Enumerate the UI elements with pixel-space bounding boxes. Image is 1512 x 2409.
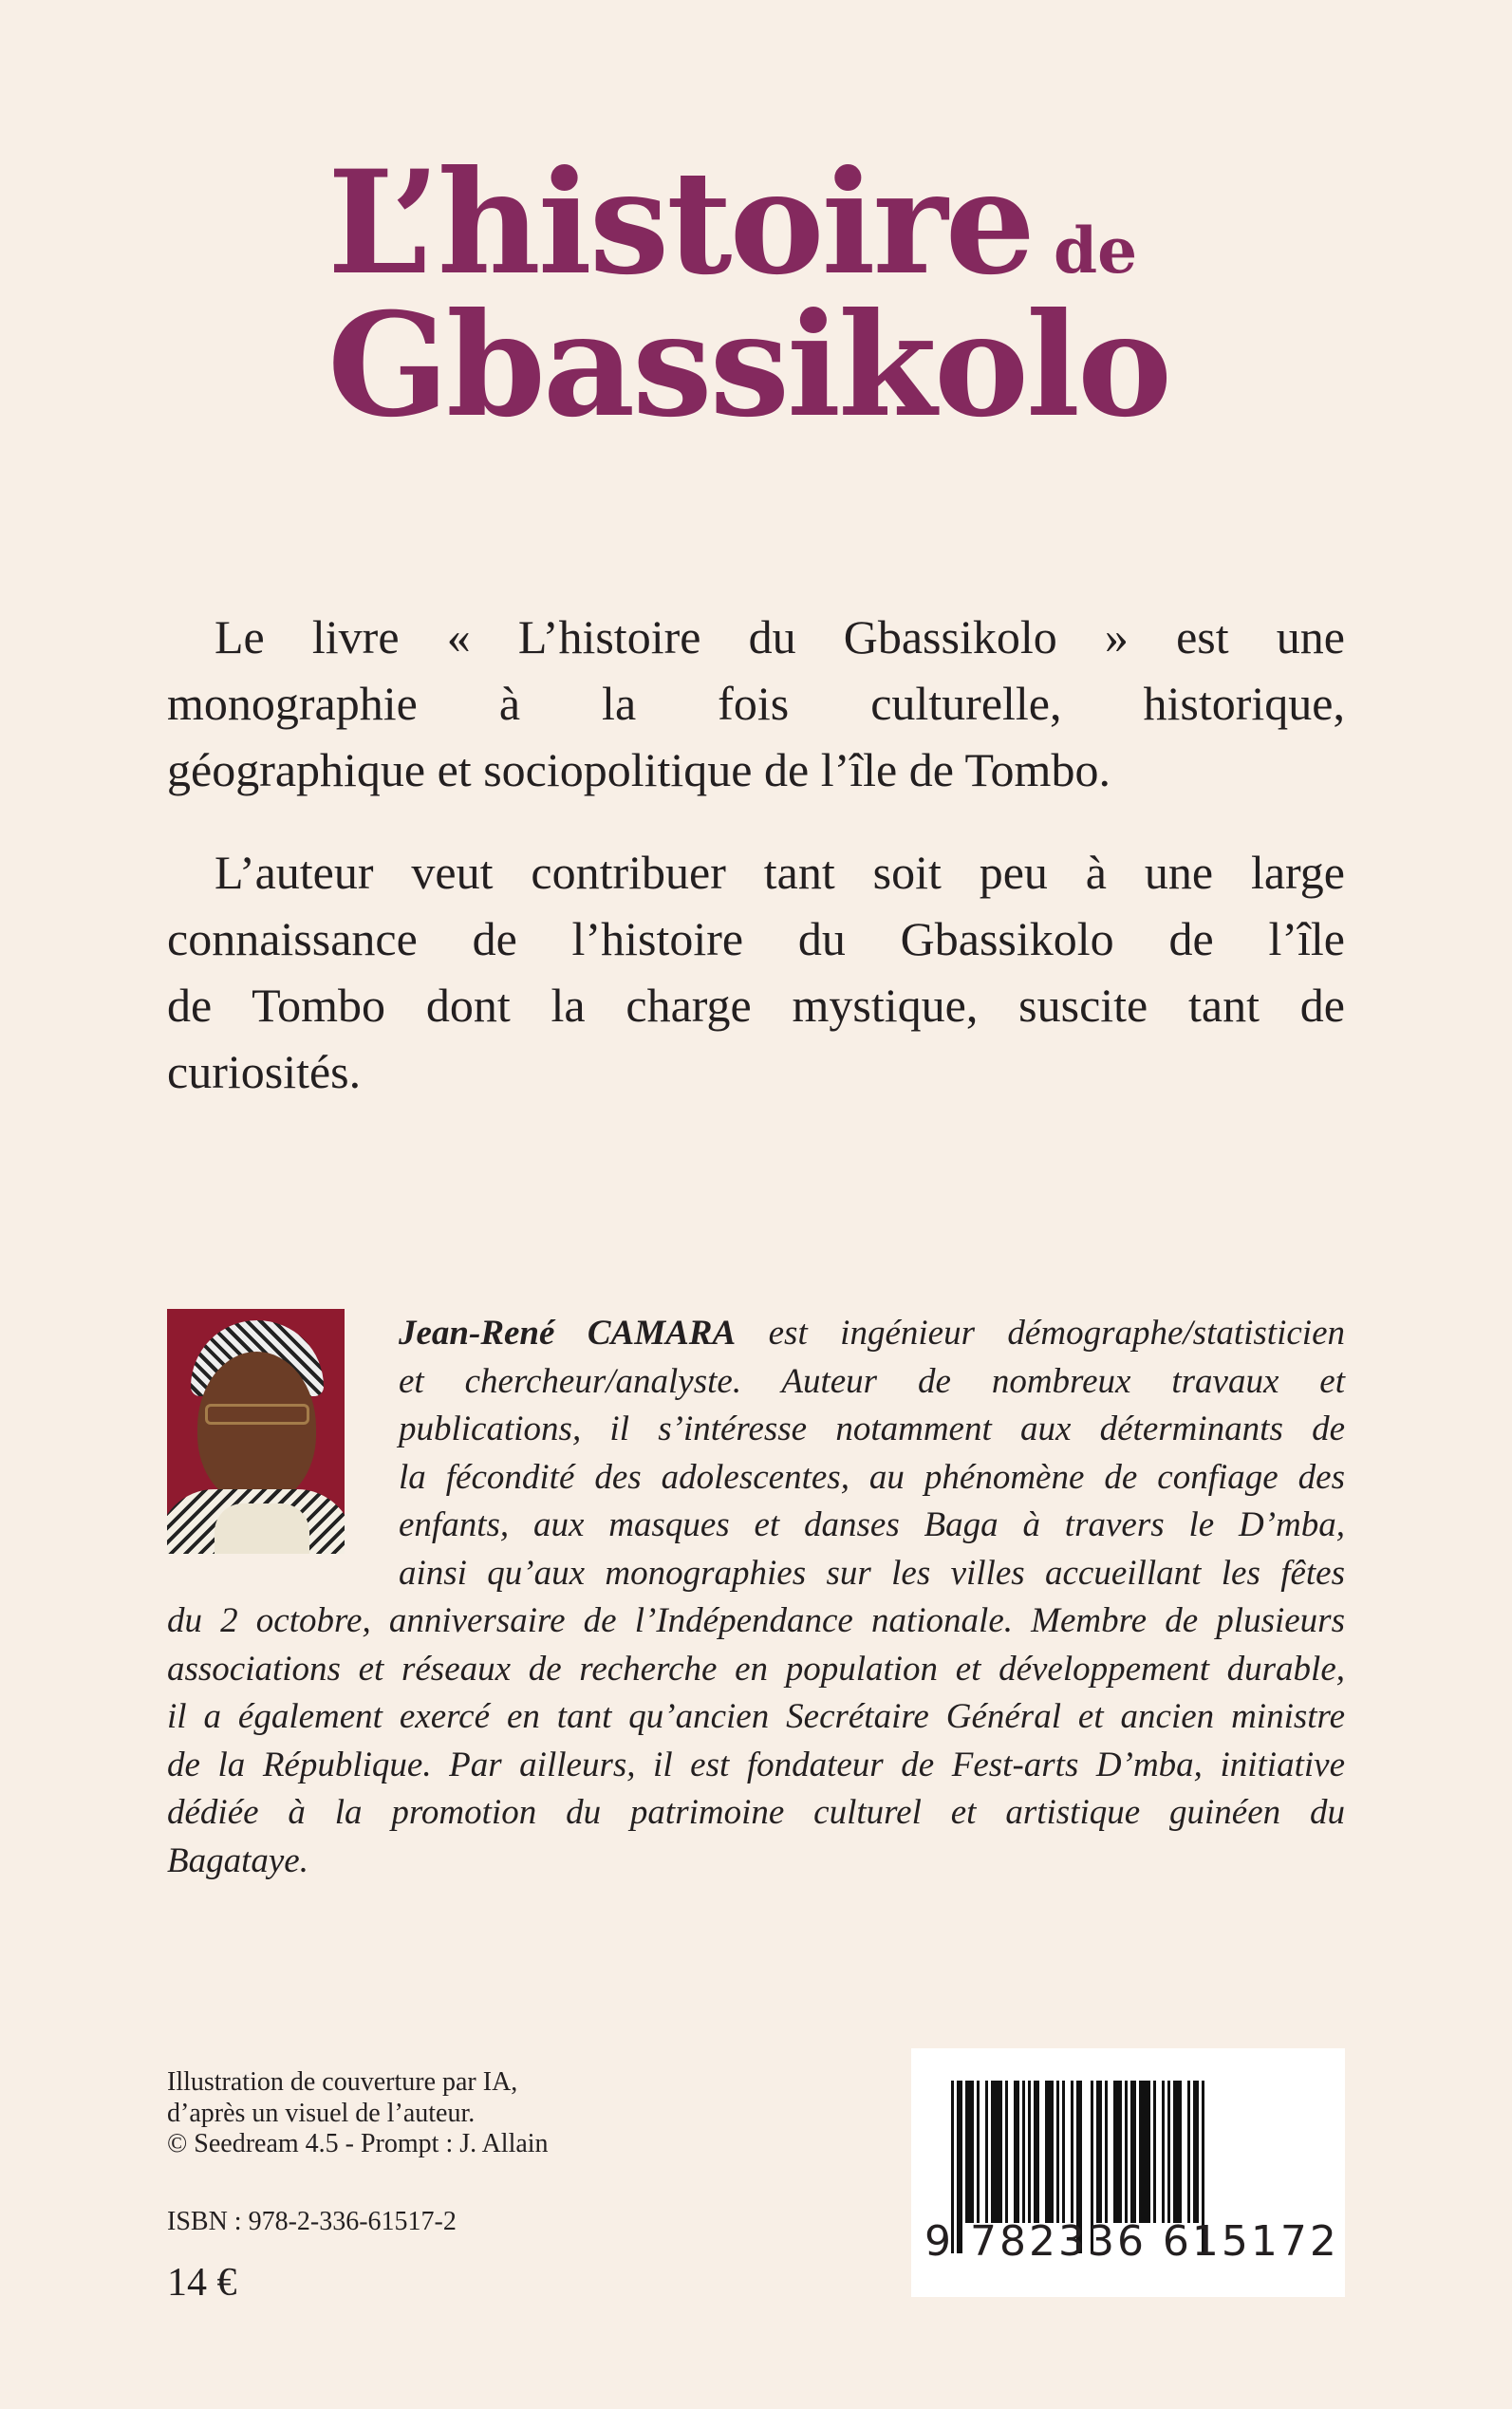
barcode-bar xyxy=(1056,2081,1059,2223)
bio-line: publications, il s’intéresse notamment aux déterminants de xyxy=(399,1410,1345,1448)
barcode-bar xyxy=(1096,2081,1102,2223)
summary-paragraph-1 xyxy=(167,604,1345,803)
title-connector: de xyxy=(1054,214,1138,288)
barcode-bar xyxy=(1113,2081,1122,2223)
bio-line: il a également exercé en tant qu’ancien Secrétaire Général et ancien ministre xyxy=(167,1697,1345,1736)
bio-line: dédiée à la promotion du patrimoine culturel et artistique guinéen du xyxy=(167,1793,1345,1832)
credit-line: d’après un visuel de l’auteur. xyxy=(167,2098,476,2128)
bio-line: de la République. Par ailleurs, il est fondateur de Fest-arts D’mba, initiative xyxy=(167,1745,1345,1784)
summary-line xyxy=(167,604,1345,670)
barcode-bar xyxy=(1139,2081,1150,2223)
barcode-bar xyxy=(965,2081,974,2223)
barcode-bar xyxy=(1162,2081,1165,2223)
title-line-2: Gbassikolo xyxy=(327,282,1170,449)
bio-line xyxy=(399,1310,1345,1358)
barcode-bar xyxy=(1130,2081,1136,2223)
bio-line: la fécondité des adolescentes, au phénomène de confiage des xyxy=(399,1457,1345,1497)
barcode-bar xyxy=(977,2081,980,2223)
barcode-bar xyxy=(991,2081,1002,2223)
barcode-bar xyxy=(1153,2081,1156,2223)
credit-line: Illustration de couverture par IA, xyxy=(167,2067,518,2097)
barcode-bar xyxy=(1022,2081,1025,2223)
barcode-bar xyxy=(1028,2081,1031,2223)
summary-paragraph-2 xyxy=(167,839,1345,1105)
author-bio xyxy=(167,1310,1345,1885)
barcode-bar xyxy=(1034,2081,1039,2223)
barcode-digits: 9 782336 615172 xyxy=(924,2217,1339,2266)
isbn: ISBN : 978-2-336-61517-2 xyxy=(167,2207,457,2236)
summary-text: Le livre « L’histoire du Gbassikolo » est une xyxy=(215,610,1345,663)
barcode-bar xyxy=(1071,2081,1073,2223)
barcode-bar xyxy=(1105,2081,1108,2223)
bio-line: ainsi qu’aux monographies sur les villes accueillant les fêtes xyxy=(399,1553,1345,1593)
summary-line: géographique et sociopolitique de l’île de Tombo. xyxy=(167,743,1111,796)
bio-text: est ingénieur démographe/statisticien xyxy=(736,1314,1345,1353)
bio-line: et chercheur/analyste. Auteur de nombreux travaux et xyxy=(399,1361,1345,1401)
summary-line: curiosités. xyxy=(167,1045,362,1098)
barcode-bar xyxy=(1187,2081,1190,2223)
barcode xyxy=(911,2048,1345,2297)
credit-line: © Seedream 4.5 - Prompt : J. Allain xyxy=(167,2129,549,2158)
barcode-bar xyxy=(1125,2081,1128,2223)
barcode-bar xyxy=(1173,2081,1182,2223)
barcode-bar xyxy=(1045,2081,1054,2223)
summary-line: connaissance de l’histoire du Gbassikolo de l’île xyxy=(167,912,1345,965)
bio-line: enfants, aux masques et danses Baga à travers le D’mba, xyxy=(399,1505,1345,1544)
barcode-bar xyxy=(1005,2081,1008,2223)
barcode-bar xyxy=(985,2081,988,2223)
summary-line: monographie à la fois culturelle, historique, xyxy=(167,677,1345,730)
barcode-bar xyxy=(1014,2081,1019,2223)
barcode-bar xyxy=(1062,2081,1065,2223)
title-word-histoire: L’histoire xyxy=(327,140,1033,307)
summary-line: L’auteur veut contribuer tant soit peu à une large xyxy=(215,846,1345,899)
summary-line: de Tombo dont la charge mystique, suscite tant de xyxy=(167,979,1345,1032)
bio-line: Bagataye. xyxy=(167,1840,308,1880)
barcode-bar xyxy=(1167,2081,1170,2223)
bio-line: du 2 octobre, anniversaire de l’Indépendance nationale. Membre de plusieurs xyxy=(167,1601,1345,1640)
price: 14 € xyxy=(167,2261,237,2305)
cover-credits xyxy=(167,2067,549,2160)
bio-line: associations et réseaux de recherche en population et développement durable, xyxy=(167,1649,1345,1689)
author-name: Jean-René CAMARA xyxy=(399,1314,737,1353)
barcode-bar xyxy=(1193,2081,1199,2223)
